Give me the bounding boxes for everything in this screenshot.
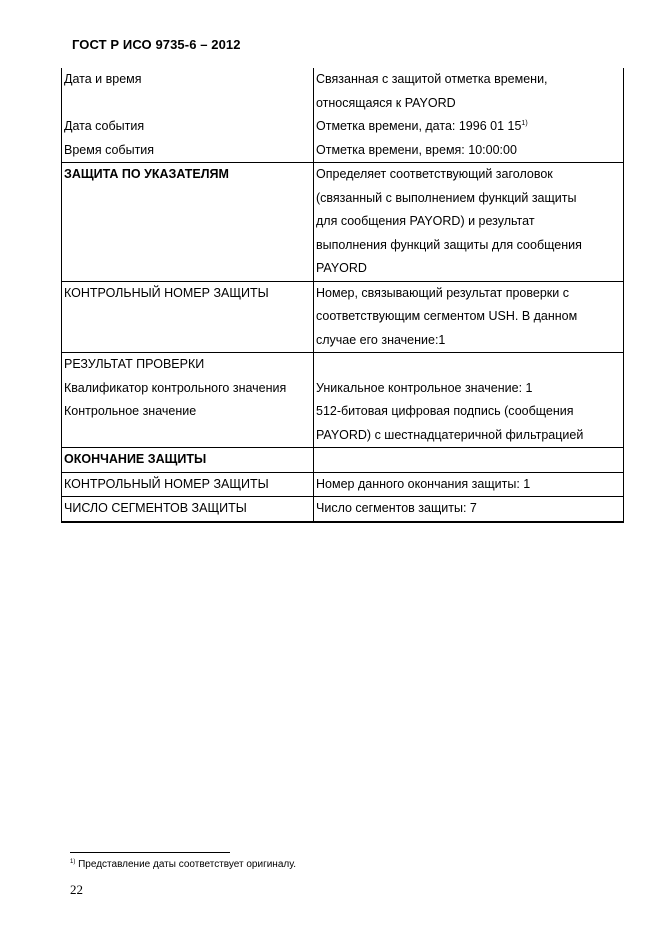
page-number: 22 xyxy=(70,882,83,897)
data-table xyxy=(61,68,624,523)
cell-line: Число сегментов защиты: 7 xyxy=(316,501,477,515)
cell-line: Дата события xyxy=(64,119,145,133)
cell-line: Номер данного окончания защиты: 1 xyxy=(316,476,531,491)
table-cell-value xyxy=(314,68,624,163)
cell-line: Номер, связывающий результат проверки с xyxy=(316,285,569,300)
table-cell-label xyxy=(62,68,314,163)
cell-line xyxy=(316,353,623,377)
footnote xyxy=(70,859,296,870)
table-cell-value xyxy=(314,448,624,473)
footnote-mark: 1) xyxy=(70,859,76,865)
table-row xyxy=(62,497,624,522)
cell-line: КОНТРОЛЬНЫЙ НОМЕР ЗАЩИТЫ xyxy=(64,476,269,491)
cell-line: 512-битовая цифровая подпись (сообщения xyxy=(316,404,574,418)
table-cell-value xyxy=(314,281,624,353)
cell-line: выполнения функций защиты для сообщения xyxy=(316,237,582,252)
table-row xyxy=(62,281,624,353)
cell-line: для сообщения PAYORD) и результат xyxy=(316,214,535,228)
cell-line: случае его значение:1 xyxy=(316,332,446,347)
cell-line: Отметка времени, время: 10:00:00 xyxy=(316,142,517,157)
table-cell-label xyxy=(62,163,314,282)
cell-line: Уникальное контрольное значение: 1 xyxy=(316,380,533,395)
table-row xyxy=(62,68,624,163)
table-cell-label xyxy=(62,497,314,522)
cell-line: Связанная с защитой отметка времени, xyxy=(316,72,548,86)
cell-line: Квалификатор контрольного значения xyxy=(64,380,287,395)
cell-line: Контрольное значение xyxy=(64,404,197,418)
cell-line: Время события xyxy=(64,142,155,157)
table-cell-value xyxy=(314,497,624,522)
section-heading: ОКОНЧАНИЕ ЗАЩИТЫ xyxy=(64,452,207,466)
cell-line: PAYORD) с шестнадцатеричной фильтрацией xyxy=(316,427,584,442)
table-row xyxy=(62,448,624,473)
table-cell-label xyxy=(62,448,314,473)
table-cell-label xyxy=(62,281,314,353)
footnote-divider xyxy=(70,852,230,853)
cell-line: КОНТРОЛЬНЫЙ НОМЕР ЗАЩИТЫ xyxy=(64,285,269,300)
section-heading: ЗАЩИТА ПО УКАЗАТЕЛЯМ xyxy=(64,167,229,181)
table-cell-label xyxy=(62,353,314,448)
document-header: ГОСТ Р ИСО 9735-6 – 2012 xyxy=(72,37,241,52)
cell-line xyxy=(64,92,313,116)
table-cell-value xyxy=(314,472,624,497)
cell-line: РЕЗУЛЬТАТ ПРОВЕРКИ xyxy=(64,357,205,371)
table-row xyxy=(62,472,624,497)
table-cell-value xyxy=(314,163,624,282)
cell-line: относящаяся к PAYORD xyxy=(316,95,456,110)
table-row xyxy=(62,163,624,282)
footnote-text: Представление даты соответствует оригиналу. xyxy=(75,859,297,870)
cell-line: ЧИСЛО СЕГМЕНТОВ ЗАЩИТЫ xyxy=(64,501,247,515)
cell-line xyxy=(316,115,623,139)
footnote-reference: 1) xyxy=(521,120,528,127)
cell-line: Определяет соответствующий заголовок xyxy=(316,167,553,181)
cell-line: PAYORD xyxy=(316,261,367,275)
table-row xyxy=(62,353,624,448)
cell-line xyxy=(316,448,623,472)
cell-line: Дата и время xyxy=(64,72,142,86)
cell-line: соответствующим сегментом USH. В данном xyxy=(316,309,578,323)
table-cell-label xyxy=(62,472,314,497)
table-cell-value xyxy=(314,353,624,448)
cell-text: Отметка времени, дата: 1996 01 15 xyxy=(316,119,522,133)
cell-line: (связанный с выполнением функций защиты xyxy=(316,190,577,205)
